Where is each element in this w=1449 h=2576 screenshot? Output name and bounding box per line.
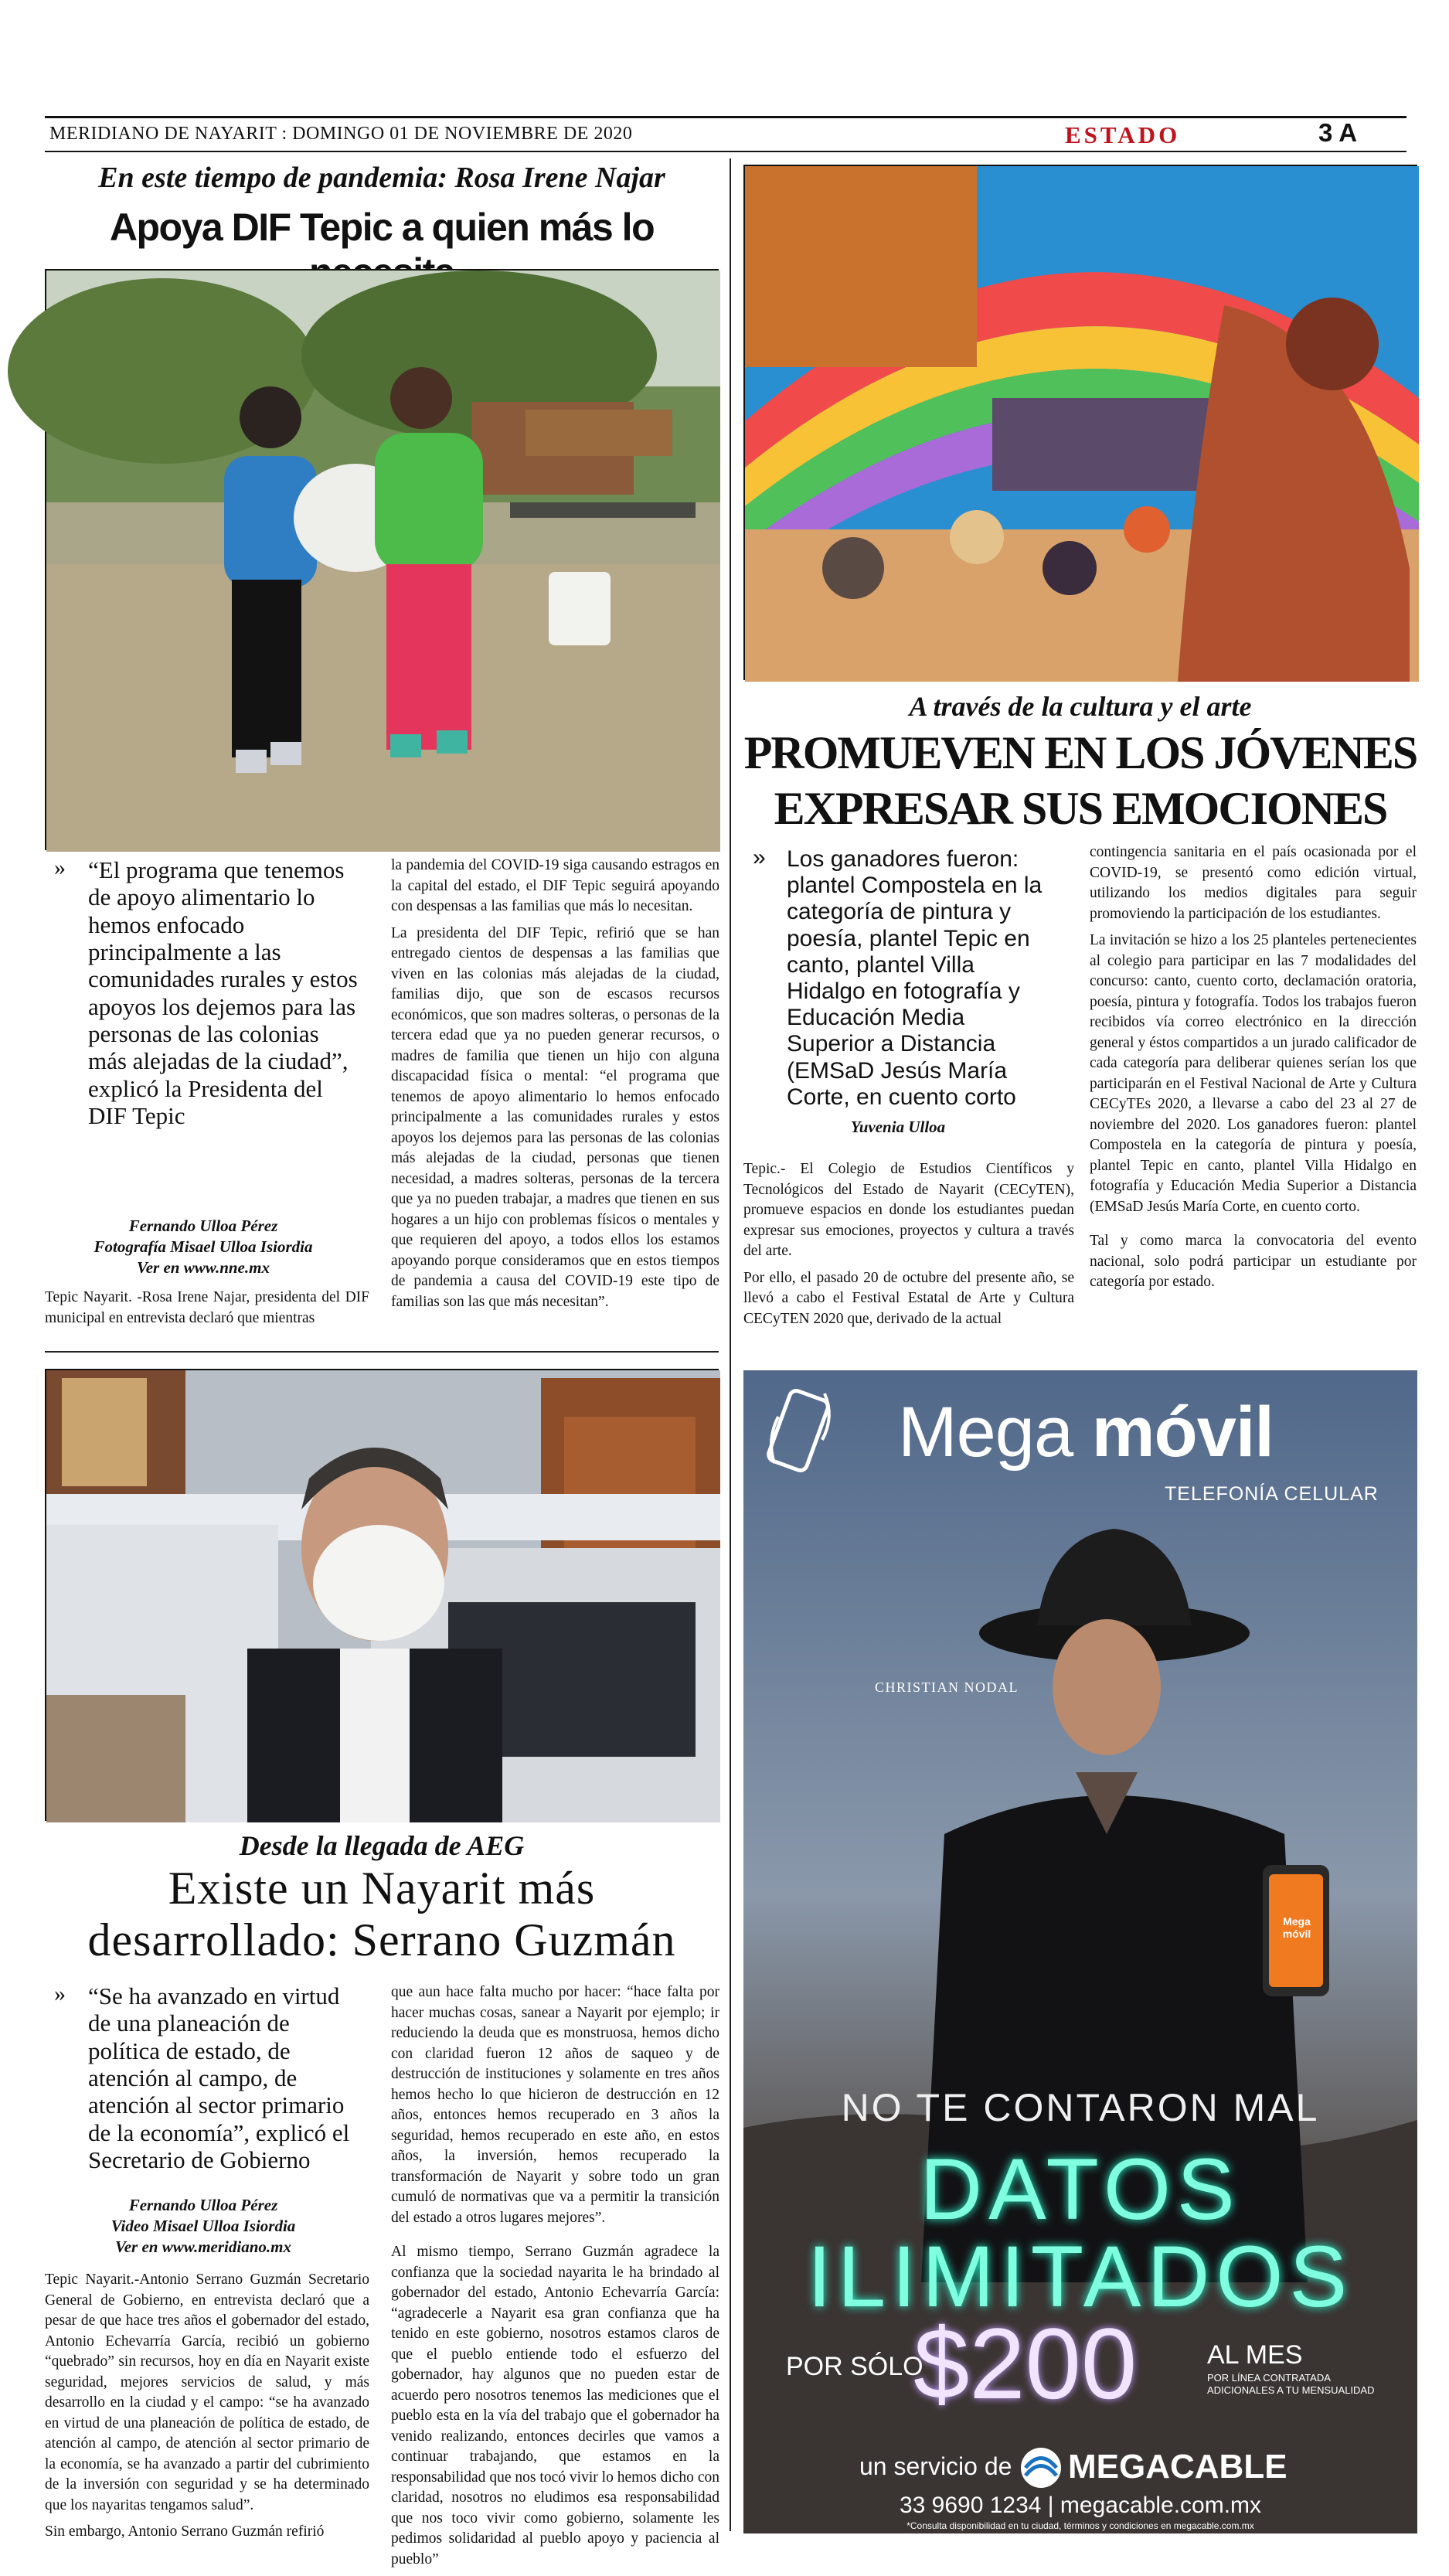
page-number: 3 A — [1318, 118, 1358, 147]
byline-author: Fernando Ulloa Pérez — [128, 2196, 278, 2214]
bullet-icon: » — [753, 845, 766, 870]
paragraph: contingencia sanitaria en el país ocasionada por el COVID-19, se presentó como edición virtual, utilizando los medios digitales para seguir promoviendo la participación de los estudiantes. — [1090, 844, 1417, 922]
byline-url: Ver en www.nne.mx — [137, 1257, 270, 1277]
brand-light: Mega — [898, 1393, 1092, 1472]
ad-brand — [898, 1392, 1274, 1473]
ad-price-note-1: POR LÍNEA CONTRATADA — [1207, 2372, 1331, 2384]
article1-kicker: En este tiempo de pandemia: Rosa Irene Najar — [98, 162, 665, 194]
header-rule-bottom — [45, 151, 1406, 152]
article1-lead: Tepic Nayarit. -Rosa Irene Najar, presidenta del DIF municipal en entrevista declaró que mientras — [45, 1289, 369, 1326]
ad-headline-1: NO TE CONTARON MAL — [841, 2086, 1320, 2129]
header-rule-top — [45, 116, 1406, 118]
brand-bold: móvil — [1091, 1393, 1274, 1472]
ad-price-suffix: AL MES — [1207, 2340, 1303, 2370]
paragraph: Tepic Nayarit.-Antonio Serrano Guzmán Secretario General de Gobierno, en entrevista declaró que a pesar de que hace tres años el gobernador del estado, Antonio Echevarría García, recibió un gobierno “quebrado” sin recursos, hoy en día en Nayarit existe seguridad, mejores servicios de salud, y más desarrollo en la ciudad y el campo: “se ha avanzado en virtud de una planeación de política de estado, de atención al campo, de atención al sector primario de la economía, se ha avanzado a partir del cubrimiento de la inversión con seguridad y se ha determinado que los nayaritas tengamos salud”. — [45, 2271, 369, 2513]
article-divider — [45, 1351, 719, 1353]
article3-lead — [45, 2270, 369, 2549]
pull-quote-text: “Se ha avanzado en virtud de una planeación de política de estado, de atención al campo, de atención al sector primario de la economía”, explicó el Secretario de Gobierno — [88, 1982, 350, 2173]
paragraph: que aun hace falta mucho por hacer: “hace falta por hacer muchas cosas, sanear a Nayarit por ejemplo; ir reduciendo la deuda que es monstruosa, hemos dicho con claridad fueron 12 años de saqueo y de destrucción de instituciones y solamente en tres años hemos hecho lo que hicieron de destrucción en 12 años, entonces hemos recuperado en 3 años la seguridad, hemos recuperado en este año, en estos años, la inversión, hemos recuperado la transformación de Nayarit y sobre todo un gran cumuló de normativas que va a permitir la transición del estado a otros lugares mejores”. — [391, 1984, 719, 2226]
paragraph: Tepic.- El Colegio de Estudios Científicos y Tecnológicos del Estado de Nayarit (CECyTEN), promueve espacios en donde los estudiantes puedan expresar sus emociones, proyectos y cultura a través del arte. — [743, 1161, 1074, 1260]
article1-pull-quote — [45, 856, 362, 1129]
ad-headline-2: DATOS — [920, 2141, 1241, 2237]
pull-quote-text: “El programa que tenemos de apoyo alimentario lo hemos enfocado principalmente a las comunidades rurales y estos apoyos los dejemos para las personas de las colonias más alejadas de la ciudad”, explicó la Presidenta del DIF Tepic — [88, 856, 358, 1129]
article2-mural-photo — [743, 165, 1417, 680]
article2-lead — [743, 1159, 1074, 1336]
paragraph: Tal y como marca la convocatoria del evento nacional, solo podrá participar un estudiante por categoría por estado. — [1090, 1233, 1417, 1291]
article3-column2 — [391, 1982, 719, 2576]
article3-byline — [45, 2195, 362, 2258]
article3-photo — [45, 1369, 719, 1821]
ad-phone-screen: Mega móvil — [1282, 1915, 1311, 1940]
column-divider — [730, 158, 731, 2531]
byline-url: Ver en www.meridiano.mx — [115, 2237, 291, 2256]
headline-line: desarrollado: Serrano Guzmán — [87, 1914, 676, 1966]
headline-line: PROMUEVEN EN LOS JÓVENES — [743, 727, 1417, 778]
article2-pull-quote — [743, 846, 1053, 1111]
headline-line: EXPRESAR SUS EMOCIONES — [774, 783, 1387, 834]
article2-kicker: A través de la cultura y el arte — [909, 691, 1252, 722]
article1-column2 — [391, 856, 719, 1319]
headline-line: Existe un Nayarit más — [168, 1863, 596, 1914]
byline-photo-credit: Fotografía Misael Ulloa Isiordia — [94, 1237, 313, 1256]
section-label: ESTADO — [1065, 121, 1181, 148]
article3-headline — [45, 1863, 719, 1966]
ad-contact[interactable]: 33 9690 1234 | megacable.com.mx — [899, 2493, 1262, 2518]
article2-column2 — [1090, 842, 1417, 1299]
paragraph: La invitación se hizo a los 25 planteles pertenecientes al colegio para participar en las 7 modalidades del concurso: canto, cuento corto, declamación oratoria, poesía, pintura y fotografía. Todos los trabajos fueron recibidos vía correo electrónico en la dirección general y éstos compartidos a un jurado calificador de cada categoría para deliberar quienes serían los que participarán en el Festival Nacional de Arte y Cultura CECyTEs 2020, a llevarse a cabo del 23 al 27 de noviembre del 2020. Los ganadores fueron: plantel Compostela en la categoría de pintura y poesía, plantel Tepic en canto, plantel Villa Hidalgo en fotografía y Educación Media Superior a Distancia (EMSaD Jesús María Corte, en cuento corto. — [1090, 932, 1417, 1215]
byline-video-credit: Video Misael Ulloa Isiordia — [111, 2216, 296, 2235]
newspaper-date-line: MERIDIANO DE NAYARIT : DOMINGO 01 DE NOVIEMBRE DE 2020 — [49, 124, 633, 144]
paragraph: Por ello, el pasado 20 de octubre del presente año, se llevó a cabo el Festival Estatal de Arte y Cultura CECyTEN 2020 que, derivado de la actual — [743, 1269, 1074, 1327]
megacable-logo-icon — [1021, 2448, 1061, 2488]
secretary-photo — [46, 1370, 720, 1822]
bullet-icon: » — [54, 1981, 66, 2006]
article2-headline — [743, 725, 1417, 836]
byline-author: Fernando Ulloa Pérez — [128, 1217, 278, 1235]
ad-headline-3: ILIMITADOS — [807, 2228, 1354, 2325]
article1-photo — [45, 269, 719, 850]
dif-donation-photo — [46, 271, 720, 852]
paragraph: La presidenta del DIF Tepic, refirió que se han entregado cientos de despensas a las familias que viven en las colonias más alejadas de la ciudad, familias dijo, que son de escasos recursos económicos, que son madres solteras, o personas de la tercera edad que ya no pueden generar recursos, o madres de familia que tienen un hijo con alguna discapacidad física o mental: “el programa que tenemos de apoyo alimentario lo hemos enfocado principalmente a las comunidades rurales y estos apoyos los dejemos para las personas de las colonias más alejadas de la ciudad, personas que tienen necesidad, a madres solteras, personas de la tercera que ya no pueden trabajar, a madres que tienen en sus hogares a un hijo con problemas físicos o mentales y que requieren del apoyo, a todos ellos los estamos apoyando porque consideramos que en estos tiempos de pandemia a causa del COVID-19 este tipo de familias son las que más necesitan”. — [391, 924, 719, 1310]
paragraph: la pandemia del COVID-19 siga causando estragos en la capital del estado, el DIF Tepic seguirá apoyando con despensas a las familias que más lo necesitan. — [391, 857, 719, 915]
bullet-icon: » — [54, 855, 66, 880]
ad-service-prefix: un servicio de — [859, 2452, 1012, 2480]
article3-pull-quote — [45, 1982, 362, 2173]
ad-tagline: TELEFONÍA CELULAR — [1165, 1483, 1379, 1505]
article2-byline: Yuvenia Ulloa — [850, 1118, 946, 1136]
ad-price-note-2: ADICIONALES A TU MENSUALIDAD — [1207, 2384, 1375, 2396]
ad-price: $200 — [913, 2307, 1138, 2420]
megacable-advertisement[interactable] — [743, 1370, 1417, 2533]
pull-quote-text: Los ganadores fueron: plantel Compostela en la categoría de pintura y poesía, plantel Tepic en canto, plantel Villa Hidalgo en fotografía y Educación Media Superior a Distancia (EMSaD Jesús María Corte, en cuento corto — [787, 846, 1043, 1110]
ad-disclaimer: *Consulta disponibilidad en tu ciudad, términos y condiciones en megacable.com.mx — [906, 2520, 1254, 2531]
paragraph: Al mismo tiempo, Serrano Guzmán agradece la confianza que la sociedad nayarita le ha brindado al gobernador del estado, Antonio Echevarría García: “agradecerle a Nayarit esa gran confianza que ha tenido en este gobierno, nosotros estamos claros de que el pueblo entiende todo el esfuerzo del gobernador, hay algunos que no pueden estar de acuerdo pero nosotros tenemos las mediciones que el pueblo esta en la vía del trabajo que el gobernador ha venido realizando, entonces decirles que vamos a continuar trabajando, que estamos en la responsabilidad que nos tocó vivir lo hemos dicho con claridad, nosotros no eludimos esa responsabilidad que nos toco vivir como gobierno, solamente les pedimos solidaridad al pueblo apoyo y paciencia al pueblo” — [391, 2244, 719, 2567]
ad-service-brand: MEGACABLE — [1068, 2448, 1287, 2486]
article3-kicker: Desde la llegada de AEG — [239, 1830, 525, 1861]
ad-celebrity-name: CHRISTIAN NODAL — [875, 1679, 1019, 1695]
mural-image — [745, 166, 1419, 682]
paragraph: Sin embargo, Antonio Serrano Guzmán refirió — [45, 2523, 325, 2540]
article1-byline — [45, 1216, 362, 1278]
ad-price-prefix: POR SÓLO — [786, 2352, 923, 2381]
article1-headline: Apoya DIF Tepic a quien más lo — [109, 206, 655, 249]
